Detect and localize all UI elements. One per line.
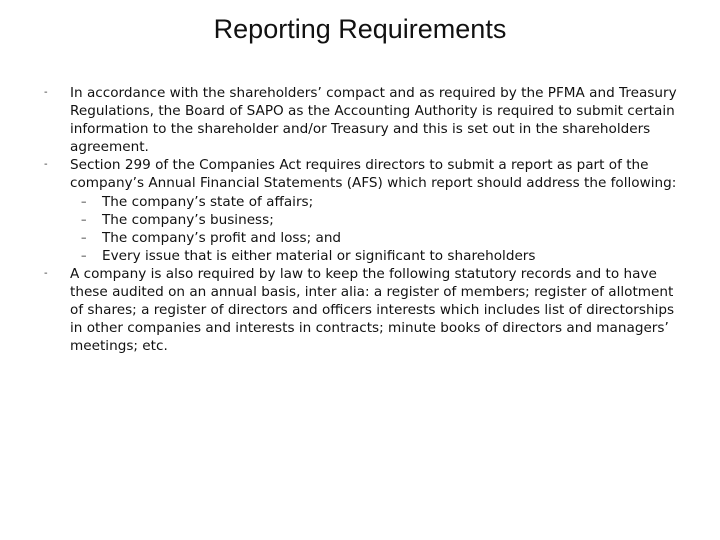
sub-bullet-text: The company’s business;: [102, 211, 274, 228]
bullet-text: Section 299 of the Companies Act requires directors to submit a report as part of the company’s Annual Financial Statements (AFS) which report should address the following:: [70, 157, 677, 192]
bullet-item: [36, 156, 684, 192]
bullet-marker: -: [44, 159, 48, 171]
bullet-text: In accordance with the shareholders’ compact and as required by the PFMA and Treasury Regulations, the Board of SAPO as the Accounting Authority is required to submit certain information to the shareholder and/or Treasury and this is set out in the shareholders agreement.: [70, 85, 677, 156]
sub-bullet-text: Every issue that is either material or significant to shareholders: [102, 247, 536, 264]
sub-bullet-marker: –: [81, 194, 87, 208]
bullet-item: [36, 84, 684, 156]
slide-body: [36, 84, 684, 355]
slide-title: Reporting Requirements: [213, 14, 507, 44]
sub-bullet-item: [36, 193, 684, 211]
bullet-item: [36, 265, 684, 355]
sub-bullet-item: [36, 229, 684, 247]
bullet-marker: -: [44, 267, 48, 279]
sub-bullet-text: The company’s state of affairs;: [102, 193, 314, 210]
sub-bullet-text: The company’s profit and loss; and: [102, 229, 342, 246]
bullet-text: A company is also required by law to keep the following statutory records and to have these audited on an annual basis, inter alia: a register of members; register of allotment of shares; a register of directors and officers interests which includes list of directorships in other companies and interests in contracts; minute books of directors and managers’ meetings; etc.: [70, 265, 675, 355]
sub-bullet-item: [36, 247, 684, 265]
sub-bullet-marker: –: [81, 230, 87, 244]
bullet-marker: -: [44, 87, 48, 98]
sub-bullet-list: [36, 193, 684, 265]
sub-bullet-item: [36, 211, 684, 229]
sub-bullet-marker: –: [81, 248, 87, 262]
sub-bullet-marker: –: [81, 212, 87, 226]
